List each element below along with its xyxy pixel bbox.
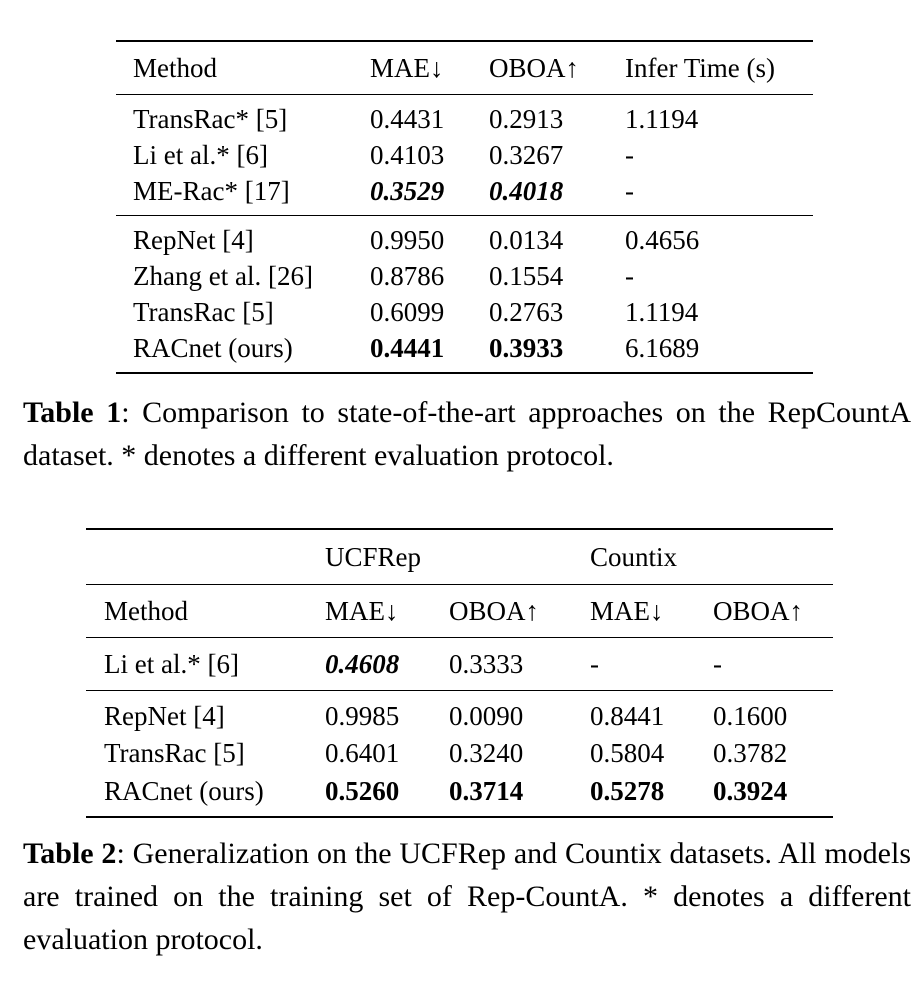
method-cell: Li et al.* [6]	[104, 649, 239, 679]
table-row	[116, 95, 813, 138]
countix-mae-cell: 0.5278	[590, 775, 665, 806]
time-cell: 0.4656	[625, 225, 700, 255]
header-oboa: OBOA↑	[489, 53, 580, 83]
group-header-blank	[86, 529, 325, 585]
header-ucf-oboa: OBOA↑	[449, 596, 540, 626]
oboa-cell: 0.3933	[489, 333, 564, 363]
method-cell: ME-Rac* [17]	[133, 176, 290, 206]
ucf-oboa-cell: 0.0090	[449, 700, 524, 731]
oboa-cell: 0.1554	[489, 261, 564, 291]
mae-cell: 0.4431	[370, 104, 445, 134]
caption-label: Table 2	[23, 837, 117, 870]
table-2-caption	[23, 832, 911, 961]
time-cell: -	[625, 140, 634, 170]
ucf-oboa-cell: 0.3240	[449, 738, 524, 769]
method-cell: RepNet [4]	[133, 225, 254, 255]
mae-cell: 0.4103	[370, 140, 445, 170]
table-row	[116, 173, 813, 216]
mae-cell: 0.6099	[370, 297, 445, 327]
ucf-oboa-cell: 0.3333	[449, 649, 524, 679]
oboa-cell: 0.3267	[489, 140, 564, 170]
table-row	[116, 294, 813, 330]
group-header-countix: Countix	[590, 529, 833, 585]
caption-text: : Generalization on the UCFRep and Countix datasets. All models are trained on the training set of Rep-CountA. * denotes a different evaluation protocol.	[23, 837, 912, 956]
time-cell: -	[625, 176, 634, 206]
table-2	[86, 528, 833, 818]
header-infer-time: Infer Time (s)	[625, 53, 775, 83]
method-cell: RACnet (ours)	[104, 775, 264, 806]
header-method: Method	[104, 596, 188, 626]
table-row	[116, 216, 813, 259]
header-mae: MAE↓	[370, 53, 444, 83]
time-cell: 6.1689	[625, 333, 700, 363]
mae-cell: 0.4441	[370, 333, 445, 363]
countix-mae-cell: 0.5804	[590, 738, 665, 769]
ucf-oboa-cell: 0.3714	[449, 775, 524, 806]
caption-text: : Comparison to state-of-the-art approaches on the RepCountA dataset. * denotes a different evaluation protocol.	[23, 396, 911, 472]
mae-cell: 0.3529	[370, 176, 445, 206]
header-countix-oboa: OBOA↑	[713, 596, 804, 626]
ucf-mae-cell: 0.6401	[325, 738, 400, 769]
ucf-mae-cell: 0.4608	[325, 649, 400, 679]
method-cell: TransRac [5]	[104, 738, 245, 769]
time-cell: -	[625, 261, 634, 291]
mae-cell: 0.9950	[370, 225, 445, 255]
oboa-cell: 0.2763	[489, 297, 564, 327]
table-row	[116, 258, 813, 294]
table-2-header-row	[86, 585, 833, 638]
time-cell: 1.1194	[625, 297, 699, 327]
table-1-header-row	[116, 41, 813, 95]
countix-oboa-cell: -	[713, 649, 722, 679]
table-1-caption	[23, 391, 911, 477]
method-cell: Li et al.* [6]	[133, 140, 268, 170]
countix-oboa-cell: 0.1600	[713, 700, 788, 731]
table-row	[86, 772, 833, 817]
ucf-mae-cell: 0.9985	[325, 700, 400, 731]
header-countix-mae: MAE↓	[590, 596, 664, 626]
method-cell: TransRac* [5]	[133, 104, 288, 134]
header-method: Method	[133, 53, 217, 83]
ucf-mae-cell: 0.5260	[325, 775, 400, 806]
countix-oboa-cell: 0.3924	[713, 775, 788, 806]
table-1	[116, 40, 813, 374]
table-row	[86, 638, 833, 691]
group-header-ucfrep: UCFRep	[325, 529, 590, 585]
countix-oboa-cell: 0.3782	[713, 738, 788, 769]
mae-cell: 0.8786	[370, 261, 445, 291]
method-cell: TransRac [5]	[133, 297, 274, 327]
table-row	[116, 137, 813, 173]
table-row	[86, 691, 833, 735]
table-2-group-header-row	[86, 529, 833, 585]
caption-label: Table 1	[23, 396, 122, 429]
method-cell: RACnet (ours)	[133, 333, 293, 363]
countix-mae-cell: -	[590, 649, 599, 679]
countix-mae-cell: 0.8441	[590, 700, 665, 731]
oboa-cell: 0.4018	[489, 176, 564, 206]
time-cell: 1.1194	[625, 104, 699, 134]
method-cell: RepNet [4]	[104, 700, 225, 731]
table-row	[86, 735, 833, 773]
table-row	[116, 330, 813, 373]
method-cell: Zhang et al. [26]	[133, 261, 313, 291]
header-ucf-mae: MAE↓	[325, 596, 399, 626]
oboa-cell: 0.0134	[489, 225, 564, 255]
oboa-cell: 0.2913	[489, 104, 564, 134]
